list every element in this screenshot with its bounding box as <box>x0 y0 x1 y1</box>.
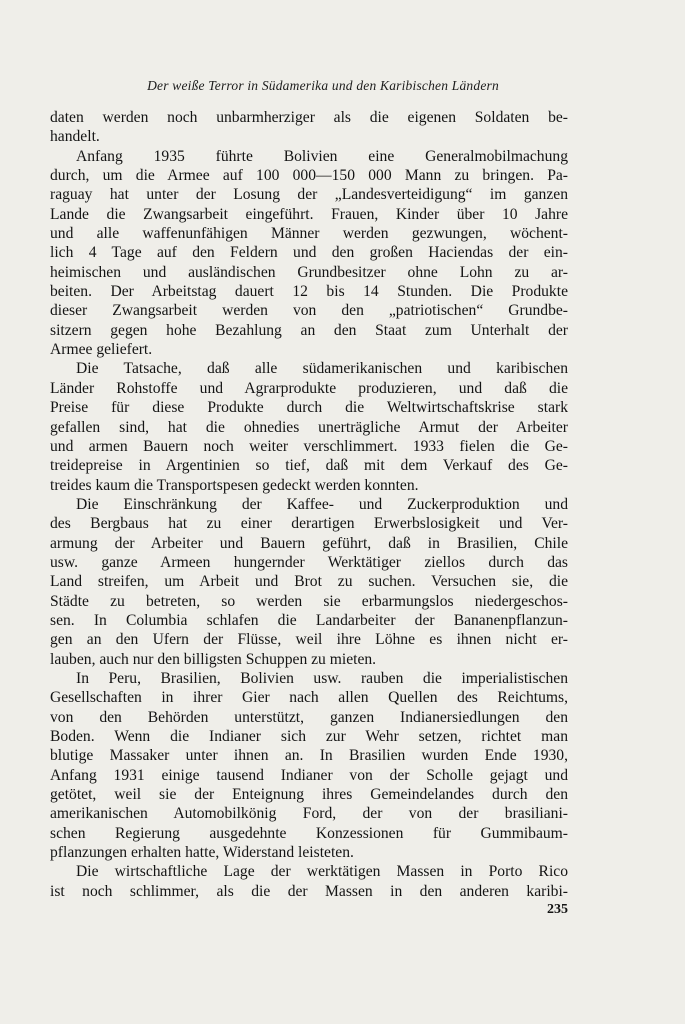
text-line: treidepreise in Argentinien so tief, daß mit dem Verkauf des Ge- <box>50 457 568 475</box>
text-line: Anfang 1931 einige tausend Indianer von der Scholle gejagt und <box>50 766 568 784</box>
text-line: Armee geliefert. <box>50 341 153 359</box>
paragraph <box>50 147 568 360</box>
text-line: Die wirtschaftliche Lage der werktätigen Massen in Porto Rico <box>76 863 568 881</box>
text-line: Die Tatsache, daß alle südamerikanischen und karibischen <box>76 360 568 378</box>
text-line: des Bergbaus hat zu einer derartigen Erwerbslosigkeit und Ver- <box>50 515 568 533</box>
text-line: treides kaum die Transportspesen gedeckt werden konnten. <box>50 476 419 494</box>
body-text <box>50 108 568 901</box>
text-line: gen an den Ufern der Flüsse, weil ihre Löhne es ihnen nicht er- <box>50 631 568 649</box>
text-line: Land streifen, um Arbeit und Brot zu suchen. Versuchen sie, die <box>50 573 568 591</box>
text-line: Preise für diese Produkte durch die Weltwirtschaftskrise stark <box>50 399 568 417</box>
text-line: handelt. <box>50 128 100 146</box>
text-line: durch, um die Armee auf 100 000—150 000 Mann zu bringen. Pa- <box>50 167 568 185</box>
text-line: lauben, auch nur den billigsten Schuppen zu mieten. <box>50 650 377 668</box>
text-line: lich 4 Tage auf den Feldern und den großen Haciendas der ein- <box>50 244 568 262</box>
text-line: Länder Rohstoffe und Agrarprodukte produzieren, und daß die <box>50 379 568 397</box>
text-line: ist noch schlimmer, als die der Massen in den anderen karibi- <box>50 882 568 900</box>
paragraph <box>50 359 568 494</box>
running-header: Der weiße Terror in Südamerika und den Karibischen Ländern <box>147 78 499 93</box>
text-line: Boden. Wenn die Indianer sich zur Wehr setzen, richtet man <box>50 728 568 745</box>
text-line: dieser Zwangsarbeit werden von den „patriotischen“ Grundbe- <box>50 302 568 320</box>
text-line: getötet, weil sie der Enteignung ihres Gemeindelandes durch den <box>50 786 568 804</box>
paragraph <box>50 862 568 901</box>
text-line: gefallen sind, hat die ohnedies unerträgliche Armut der Arbeiter <box>50 418 568 436</box>
text-line: amerikanischen Automobilkönig Ford, der von der brasiliani- <box>50 805 568 823</box>
text-line: daten werden noch unbarmherziger als die eigenen Soldaten be- <box>50 109 568 126</box>
text-line: sitzern gegen hohe Bezahlung an den Staat zum Unterhalt der <box>50 321 568 339</box>
text-line: schen Regierung ausgedehnte Konzessionen für Gummibaum- <box>50 824 568 842</box>
text-line: von den Behörden unterstützt, ganzen Indianersiedlungen den <box>50 708 568 726</box>
page-number: 235 <box>547 902 568 917</box>
paragraph <box>50 669 568 862</box>
text-line: Gesellschaften in ihrer Gier nach allen Quellen des Reichtums, <box>50 689 568 707</box>
text-line: armung der Arbeiter und Bauern geführt, daß in Brasilien, Chile <box>50 534 568 552</box>
text-line: In Peru, Brasilien, Bolivien usw. rauben die imperialistischen <box>76 669 568 687</box>
text-line: Die Einschränkung der Kaffee- und Zuckerproduktion und <box>76 495 568 513</box>
text-line: Anfang 1935 führte Bolivien eine Generalmobilmachung <box>76 147 568 165</box>
text-line: und alle waffenunfähigen Männer werden gezwungen, wöchent- <box>50 225 568 243</box>
paragraph <box>50 495 568 669</box>
text-line: sen. In Columbia schlafen die Landarbeiter der Bananenpflanzun- <box>50 611 568 629</box>
text-line: heimischen und ausländischen Grundbesitzer ohne Lohn zu ar- <box>50 263 568 281</box>
paragraph <box>50 108 568 147</box>
text-line: Lande die Zwangsarbeit eingeführt. Frauen, Kinder über 10 Jahre <box>50 205 568 223</box>
text-line: Städte zu betreten, so werden sie erbarmungslos niedergeschos- <box>50 592 568 610</box>
text-line: blutige Massaker unter ihnen an. In Brasilien wurden Ende 1930, <box>50 747 568 765</box>
text-line: pflanzungen erhalten hatte, Widerstand leisteten. <box>50 844 354 862</box>
text-line: und armen Bauern noch weiter verschlimmert. 1933 fielen die Ge- <box>50 437 568 455</box>
text-line: raguay hat unter der Losung der „Landesverteidigung“ im ganzen <box>50 186 568 204</box>
text-line: beiten. Der Arbeitstag dauert 12 bis 14 Stunden. Die Produkte <box>50 283 568 301</box>
text-line: usw. ganze Armeen hungernder Werktätiger ziellos durch das <box>50 553 568 571</box>
